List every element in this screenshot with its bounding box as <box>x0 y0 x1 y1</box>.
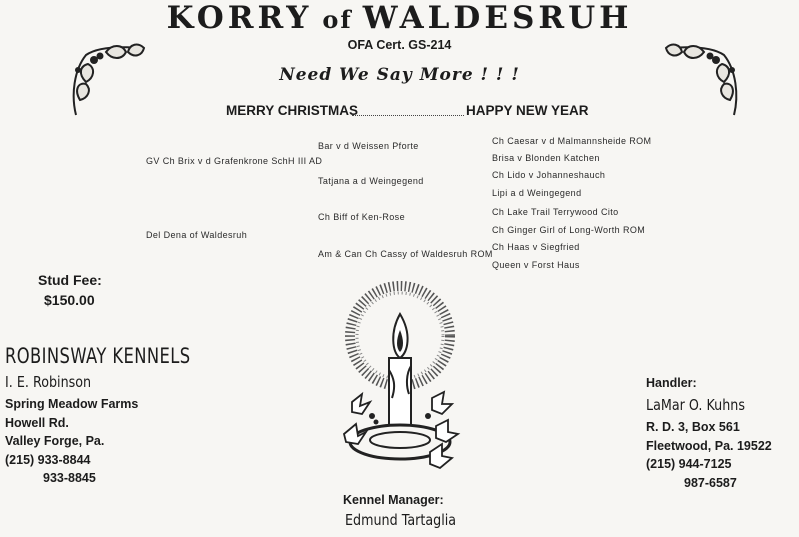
kennel-manager-name: Edmund Tartaglia <box>345 511 457 529</box>
pedigree-great-grandparent: Ch Ginger Girl of Long-Worth ROM <box>492 225 646 235</box>
pedigree-dam: Del Dena of Waldesruh <box>146 230 248 240</box>
kennel-manager-label: Kennel Manager: <box>343 493 444 507</box>
handler-address-line: R. D. 3, Box 561 <box>646 420 740 434</box>
handler-address <box>646 418 772 492</box>
pedigree-maternal-granddam: Am & Can Ch Cassy of Waldesruh ROM <box>318 249 493 259</box>
pedigree-great-grandparent: Queen v Forst Haus <box>492 260 580 270</box>
owner-address-line: Spring Meadow Farms <box>5 397 139 411</box>
dotted-divider <box>352 103 464 116</box>
owner-phone: (215) 933-8844 <box>5 452 91 467</box>
pedigree-paternal-granddam: Tatjana a d Weingegend <box>318 176 424 186</box>
page-title <box>0 0 799 36</box>
title-of: of <box>322 5 353 34</box>
handler-name: LaMar O. Kuhns <box>646 396 745 414</box>
kennel-name: ROBINSWAY KENNELS <box>5 344 191 368</box>
handler-label: Handler: <box>646 376 697 390</box>
pedigree-maternal-grandsire: Ch Biff of Ken-Rose <box>318 212 405 222</box>
handler-address-line: Fleetwood, Pa. 19522 <box>646 438 772 453</box>
handler-phone: (215) 944-7125 <box>646 457 732 471</box>
title-korry: KORRY <box>166 0 313 36</box>
greeting-happy-new-year: HAPPY NEW YEAR <box>466 103 589 118</box>
stud-fee-price: $150.00 <box>44 292 95 308</box>
owner-phone-alt: 933-8845 <box>43 471 96 485</box>
title-kennel: WALDESRUH <box>362 0 633 36</box>
owner-address-line: Howell Rd. <box>5 415 69 430</box>
holly-icon <box>66 40 146 120</box>
pedigree-great-grandparent: Ch Haas v Siegfried <box>492 242 580 252</box>
tagline: Need We Say More ! ! ! <box>279 65 520 85</box>
pedigree-great-grandparent: Ch Caesar v d Malmannsheide ROM <box>492 136 652 146</box>
owner-address-line: Valley Forge, Pa. <box>5 434 105 448</box>
pedigree-great-grandparent: Lipi a d Weingegend <box>492 188 582 198</box>
owner-name: I. E. Robinson <box>5 373 92 391</box>
greeting-merry-christmas: MERRY CHRISTMAS <box>226 103 359 118</box>
holly-icon <box>664 40 744 120</box>
pedigree-great-grandparent: Ch Lake Trail Terrywood Cito <box>492 207 619 217</box>
owner-address <box>5 395 138 488</box>
pedigree-paternal-grandsire: Bar v d Weissen Pforte <box>318 141 419 151</box>
pedigree-great-grandparent: Ch Lido v Johanneshauch <box>492 170 606 180</box>
pedigree-great-grandparent: Brisa v Blonden Katchen <box>492 153 600 163</box>
handler-phone-alt: 987-6587 <box>684 475 737 490</box>
ofa-cert: OFA Cert. GS-214 <box>347 38 452 52</box>
candle-wreath-icon <box>332 274 467 484</box>
pedigree-sire: GV Ch Brix v d Grafenkrone SchH III AD <box>146 156 323 166</box>
stud-fee-label: Stud Fee: <box>38 272 102 288</box>
